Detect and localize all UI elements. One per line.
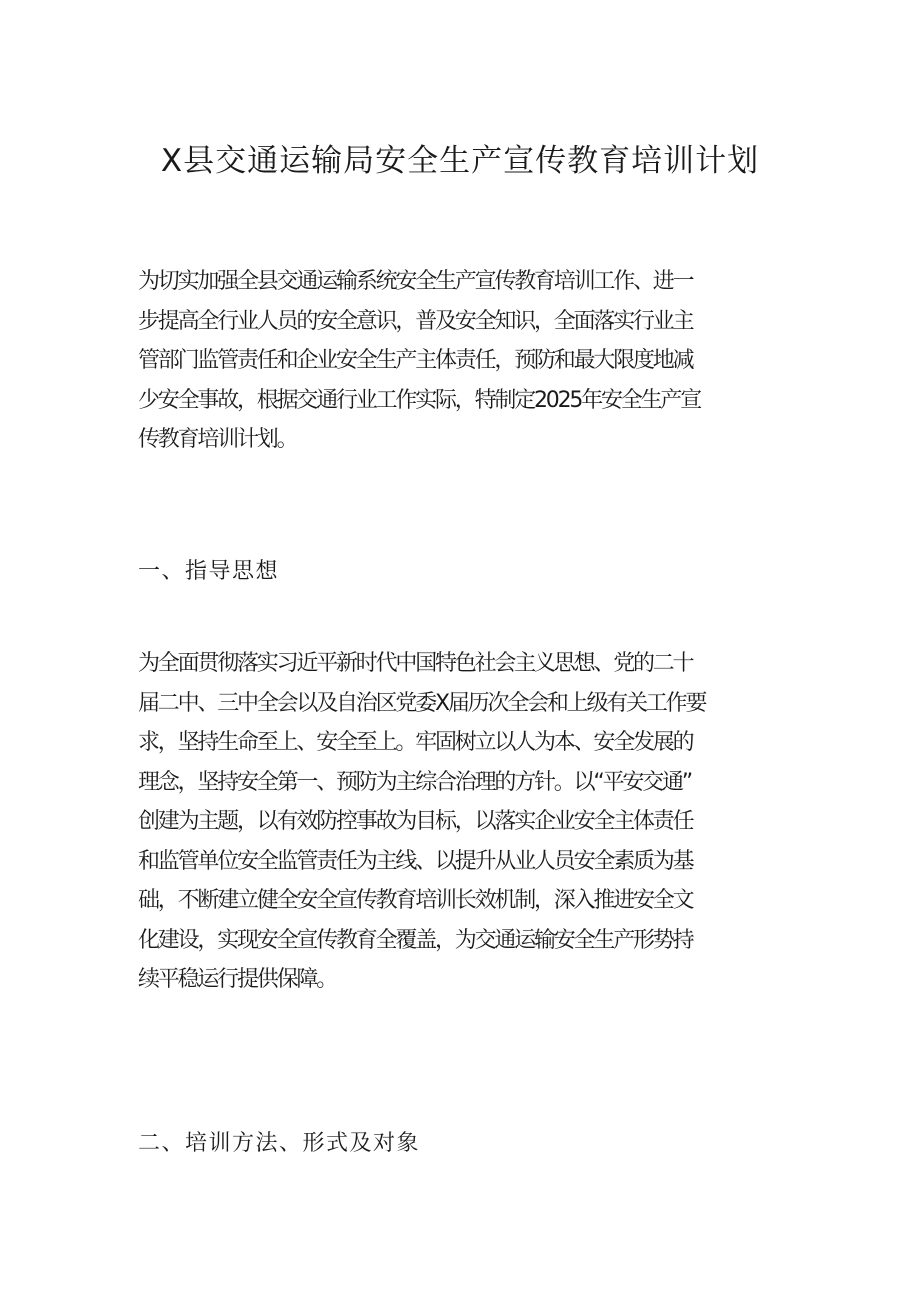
paragraph-line: 础，不断建立健全安全宣传教育培训长效机制，深入推进安全文 [138,888,693,913]
paragraph-line: 求，坚持生命至上、安全至上。牢固树立以人为本、安全发展的 [138,730,693,755]
section-heading-training-methods: 二、培训方法、形式及对象 [138,1131,421,1156]
paragraph-line: 为全面贯彻落实习近平新时代中国特色社会主义思想、党的二十 [138,651,693,676]
section-heading-guiding-ideology: 一、指导思想 [138,559,280,584]
paragraph-line: 续平稳运行提供保障。 [138,967,337,992]
intro-line: 传教育培训计划。 [138,427,297,452]
paragraph-line: 创建为主题，以有效防控事故为目标，以落实企业安全主体责任 [138,809,693,834]
intro-line: 管部门监管责任和企业安全生产主体责任，预防和最大限度地减 [138,348,693,373]
intro-paragraph [138,262,798,460]
paragraph-line: 化建设，实现安全宣传教育全覆盖，为交通运输安全生产形势持 [138,927,693,953]
intro-line: 少安全事故，根据交通行业工作实际，特制定2025年安全生产宣 [138,387,700,413]
intro-line: 步提高全行业人员的安全意识，普及安全知识，全面落实行业主 [138,308,693,334]
intro-line: 为切实加强全县交通运输系统安全生产宣传教育培训工作、进一 [138,269,693,294]
guiding-ideology-paragraph [138,644,798,1000]
paragraph-line: 和监管单位安全监管责任为主线、以提升从业人员安全素质为基 [138,848,693,874]
paragraph-line: 理念，坚持安全第一、预防为主综合治理的方针。以“平安交通” [138,769,691,795]
paragraph-line: 届二中、三中全会以及自治区党委X届历次全会和上级有关工作要 [138,690,706,716]
document-title: X县交通运输局安全生产宣传教育培训计划 [160,143,760,179]
